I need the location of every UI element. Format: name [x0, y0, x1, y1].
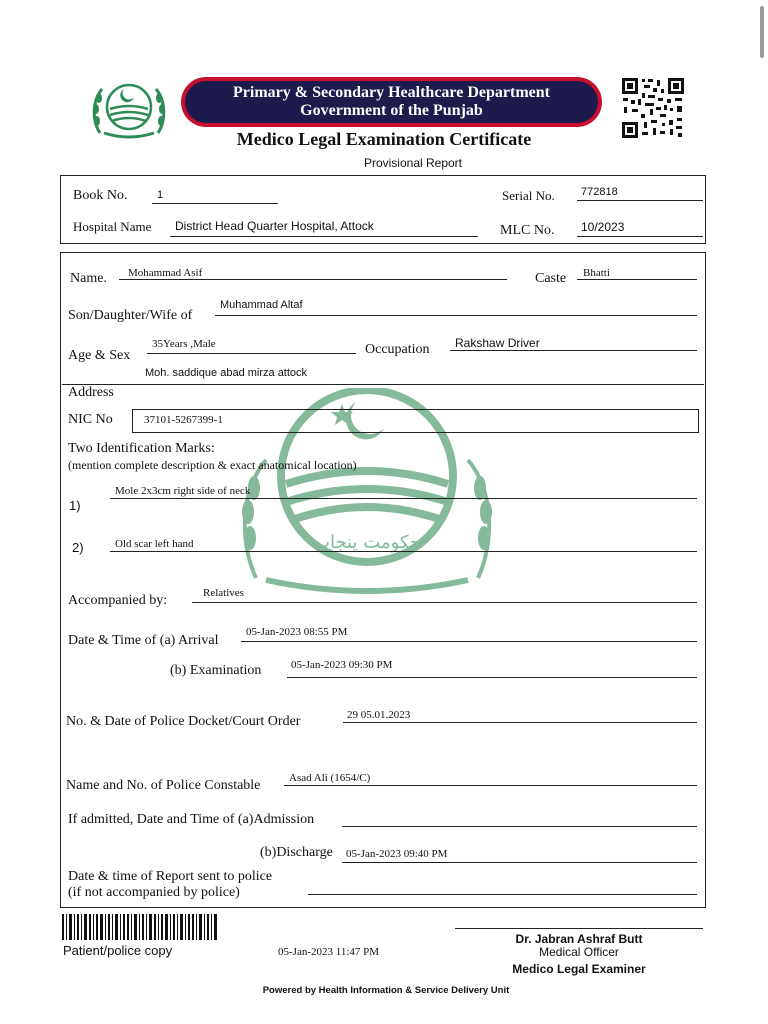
- admission-label: If admitted, Date and Time of (a)Admission: [68, 812, 315, 827]
- accompanied-value: Relatives: [203, 587, 244, 599]
- mark1-num: 1): [69, 498, 81, 513]
- mark1-value: Mole 2x3cm right side of neck: [115, 485, 251, 497]
- marks-subheading: (mention complete description & exact anatomical location): [68, 458, 357, 472]
- report-type: Provisional Report: [363, 156, 463, 170]
- hospital-name-value: District Head Quarter Hospital, Attock: [175, 219, 374, 233]
- department-line2: Government of the Punjab: [300, 102, 483, 119]
- discharge-value: 05-Jan-2023 09:40 PM: [346, 848, 448, 860]
- doctor-designation: Medical Officer: [539, 945, 619, 959]
- address-label: Address: [68, 385, 114, 400]
- accompanied-label: Accompanied by:: [68, 593, 168, 608]
- discharge-label: (b)Discharge: [260, 845, 333, 860]
- name-value: Mohammad Asif: [128, 267, 203, 279]
- department-line1: Primary & Secondary Healthcare Department: [233, 84, 550, 101]
- nic-value: 37101-5267399-1: [144, 414, 223, 426]
- relation-label: Son/Daughter/Wife of: [68, 308, 193, 323]
- name-label: Name.: [70, 271, 107, 286]
- certificate-title: Medico Legal Examination Certificate: [236, 129, 532, 149]
- mlc-no-label: MLC No.: [500, 223, 555, 238]
- scrollbar-thumb[interactable]: [760, 6, 764, 58]
- barcode: [62, 914, 217, 940]
- occupation-value: Rakshaw Driver: [455, 336, 540, 350]
- powered-by: Powered by Health Information & Service Delivery Unit: [262, 985, 510, 996]
- copy-label: Patient/police copy: [63, 943, 173, 958]
- arrival-label: Date & Time of (a) Arrival: [68, 633, 219, 648]
- nic-label: NIC No: [68, 412, 113, 427]
- doctor-role: Medico Legal Examiner: [512, 962, 646, 976]
- examination-label: (b) Examination: [170, 663, 262, 678]
- serial-no-label: Serial No.: [502, 188, 555, 203]
- book-no-value: 1: [157, 189, 164, 201]
- mark2-num: 2): [72, 540, 84, 555]
- report-sent-label2: (if not accompanied by police): [68, 885, 240, 900]
- examination-value: 05-Jan-2023 09:30 PM: [291, 659, 393, 671]
- arrival-value: 05-Jan-2023 08:55 PM: [246, 626, 348, 638]
- docket-label: No. & Date of Police Docket/Court Order: [66, 714, 301, 729]
- caste-value: Bhatti: [583, 267, 610, 279]
- caste-label: Caste: [535, 271, 567, 286]
- marks-heading: Two Identification Marks:: [68, 441, 215, 456]
- constable-value: Asad Ali (1654/C): [289, 772, 371, 784]
- department-banner: [181, 77, 602, 127]
- print-datetime: 05-Jan-2023 11:47 PM: [278, 946, 380, 958]
- address-value: Moh. saddique abad mirza attock: [145, 367, 308, 379]
- mlc-no-value: 10/2023: [581, 220, 625, 234]
- mark2-value: Old scar left hand: [115, 538, 194, 550]
- serial-no-value: 772818: [581, 186, 618, 198]
- relation-value: Muhammad Altaf: [220, 299, 303, 311]
- doctor-name: Dr. Jabran Ashraf Butt: [515, 932, 643, 946]
- report-sent-label1: Date & time of Report sent to police: [68, 869, 273, 884]
- age-sex-value: 35Years ,Male: [152, 338, 216, 350]
- constable-label: Name and No. of Police Constable: [66, 778, 261, 793]
- docket-value: 29 05.01.2023: [347, 709, 411, 721]
- watermark-text: حکومت پنجاب: [313, 532, 421, 553]
- hospital-name-label: Hospital Name: [73, 219, 152, 234]
- page-scrollbar[interactable]: [758, 0, 766, 68]
- age-sex-label: Age & Sex: [68, 348, 131, 363]
- occupation-label: Occupation: [365, 342, 430, 357]
- book-no-label: Book No.: [73, 188, 128, 203]
